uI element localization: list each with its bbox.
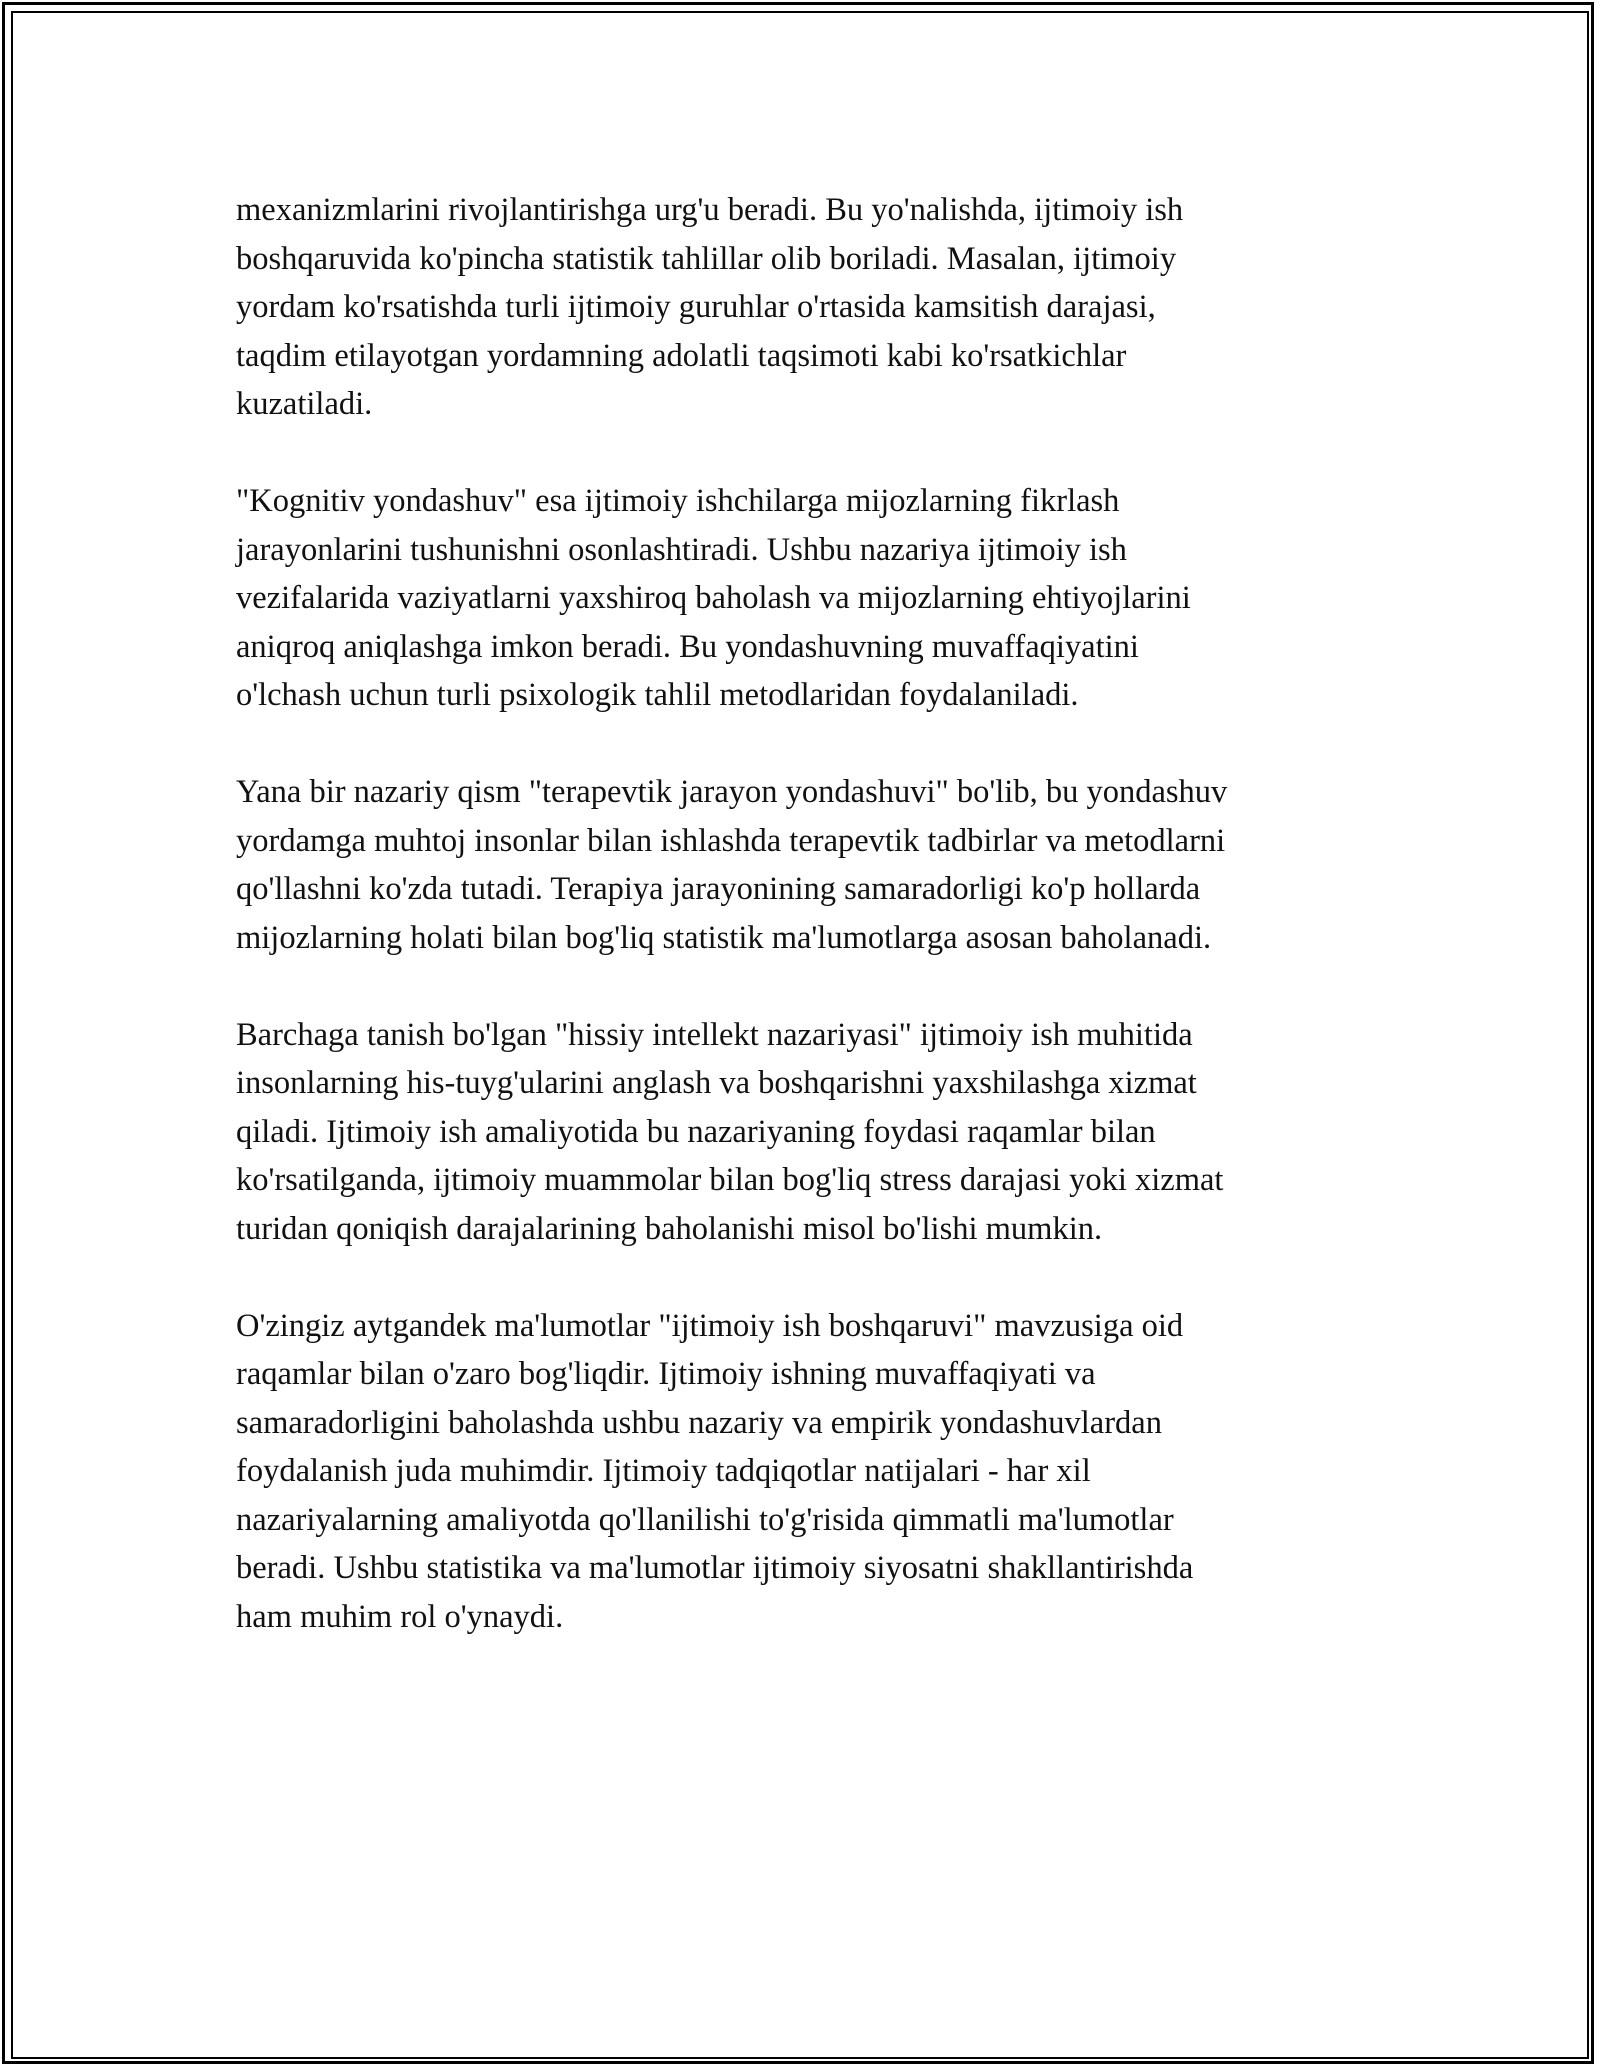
paragraph-2: "Kognitiv yondashuv" esa ijtimoiy ishchilarga mijozlarning fikrlash jarayonlarini tushunishni osonlashtiradi. Ushbu nazariya ijtimoiy ish vezifalarida vaziyatlarni yaxshiroq baholash va mijozlarning ehtiyojlarini aniqroq aniqlashga imkon beradi. Bu yondashuvning muvaffaqiyatini o'lchash uchun turli psixologik tahlil metodlaridan foydalaniladi. [236,483,1191,713]
document-body [236,186,1386,1690]
paragraph-1: mexanizmlarini rivojlantirishga urg'u beradi. Bu yo'nalishda, ijtimoiy ish boshqaruvida ko'pincha statistik tahlillar olib boriladi. Masalan, ijtimoiy yordam ko'rsatishda turli ijtimoiy guruhlar o'rtasida kamsitish darajasi, taqdim etilayotgan yordamning adolatli taqsimoti kabi ko'rsatkichlar kuzatiladi. [236,192,1184,422]
paragraph-3: Yana bir nazariy qism "terapevtik jarayon yondashuvi" bo'lib, bu yondashuv yordamga muhtoj insonlar bilan ishlashda terapevtik tadbirlar va metodlarni qo'llashni ko'zda tutadi. Terapiya jarayonining samaradorligi ko'p hollarda mijozlarning holati bilan bog'liq statistik ma'lumotlarga asosan baholanadi. [236,774,1228,956]
paragraph-4: Barchaga tanish bo'lgan "hissiy intellekt nazariyasi" ijtimoiy ish muhitida insonlarning his-tuyg'ularini anglash va boshqarishni yaxshilashga xizmat qiladi. Ijtimoiy ish amaliyotida bu nazariyaning foydasi raqamlar bilan ko'rsatilganda, ijtimoiy muammolar bilan bog'liq stress darajasi yoki xizmat turidan qoniqish darajalarining baholanishi misol bo'lishi mumkin. [236,1016,1224,1247]
paragraph-5: O'zingiz aytgandek ma'lumotlar "ijtimoiy ish boshqaruvi" mavzusiga oid raqamlar bilan o'zaro bog'liqdir. Ijtimoiy ishning muvaffaqiyati va samaradorligini baholashda ushbu nazariy va empirik yondashuvlardan foydalanish juda muhimdir. Ijtimoiy tadqiqotlar natijalari - har xil nazariyalarning amaliyotda qo'llanilishi to'g'risida qimmatli ma'lumotlar beradi. Ushbu statistika va ma'lumotlar ijtimoiy siyosatni shakllantirishda ham muhim rol o'ynaydi. [236,1307,1194,1635]
